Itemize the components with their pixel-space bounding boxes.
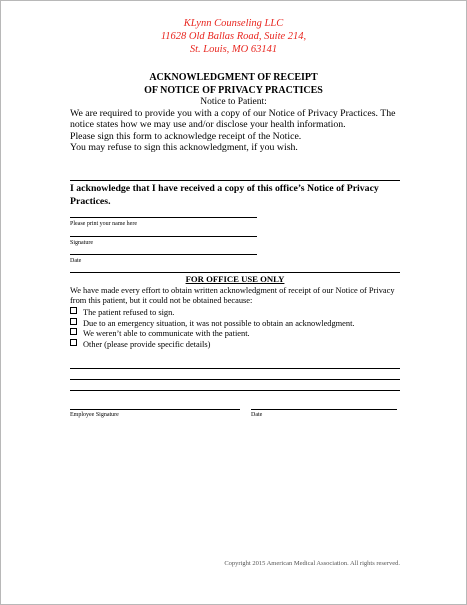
checkbox-emergency[interactable] [70, 318, 77, 325]
option-other [70, 339, 210, 350]
checkbox-refused[interactable] [70, 307, 77, 314]
intro-paragraph-1: We are required to provide you with a copy of our Notice of Privacy Practices. The notice states how we may use and/or disclose your health information. [70, 108, 396, 131]
name-label: Please print your name here [70, 221, 137, 227]
option-refused-label: The patient refused to sign. [83, 308, 175, 317]
signature-line[interactable] [70, 236, 257, 237]
acknowledgment-statement: I acknowledge that I have received a copy of this office’s Notice of Privacy Practices. [70, 183, 379, 207]
company-address-line2: St. Louis, MO 63141 [189, 43, 278, 55]
notice-subtitle: Notice to Patient: [200, 97, 267, 107]
employee-signature-line[interactable] [70, 409, 240, 410]
office-use-title: FOR OFFICE USE ONLY [185, 274, 285, 284]
intro-paragraph-2: Please sign this form to acknowledge receipt of the Notice. [70, 130, 302, 142]
office-divider [70, 272, 400, 273]
intro-text [70, 108, 400, 153]
company-header [1, 18, 466, 56]
details-line-3[interactable] [70, 390, 400, 391]
checkbox-other[interactable] [70, 339, 77, 346]
company-name: KLynn Counseling LLC [183, 18, 284, 29]
option-emergency-label: Due to an emergency situation, it was not possible to obtain an acknowledgment. [83, 319, 355, 328]
signature-label: Signature [70, 240, 93, 246]
date-label: Date [70, 258, 82, 264]
copyright-notice: Copyright 2015 American Medical Association. All rights reserved. [224, 560, 400, 567]
office-date-line[interactable] [251, 409, 397, 410]
office-date-label: Date [251, 412, 263, 418]
option-other-label: Other (please provide specific details) [83, 340, 211, 349]
title-line1: ACKNOWLEDGMENT OF RECEIPT [149, 72, 318, 83]
company-address-line1: 11628 Old Ballas Road, Suite 214, [160, 30, 307, 42]
details-line-1[interactable] [70, 368, 400, 369]
option-communicate-label: We weren’t able to communicate with the patient. [83, 329, 250, 338]
checkbox-communicate[interactable] [70, 328, 77, 335]
option-refused [70, 307, 174, 318]
option-communicate [70, 328, 250, 339]
office-use-text: We have made every effort to obtain written acknowledgment of receipt of our Notice of Privacy from this patient, but it could not be obtained because: [70, 286, 395, 305]
title-line2: OF NOTICE OF PRIVACY PRACTICES [144, 85, 323, 96]
document-title [1, 71, 466, 97]
date-line[interactable] [70, 254, 257, 255]
intro-paragraph-3: You may refuse to sign this acknowledgment, if you wish. [70, 141, 298, 153]
details-line-2[interactable] [70, 379, 400, 380]
name-line[interactable] [70, 217, 257, 218]
employee-signature-label: Employee Signature [70, 412, 119, 418]
section-divider [70, 180, 400, 181]
